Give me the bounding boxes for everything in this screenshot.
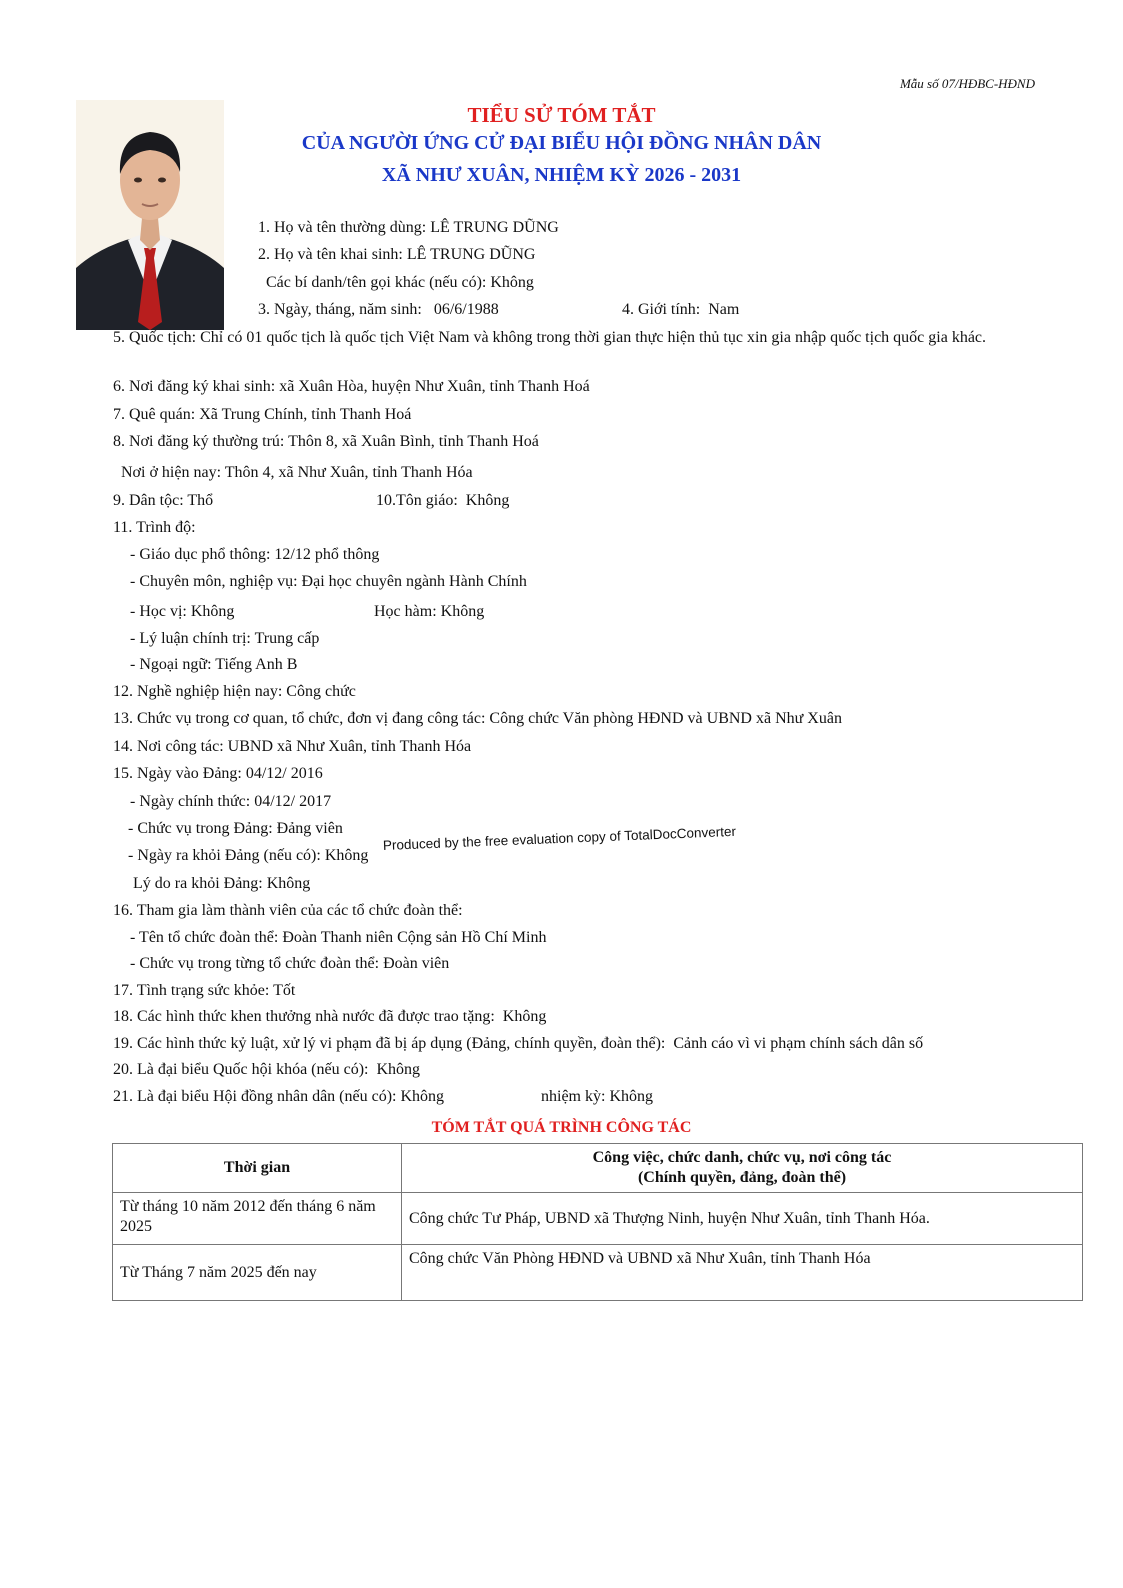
field-education-heading: 11. Trình độ: [113, 519, 196, 536]
field-party-join-date: 15. Ngày vào Đảng: 04/12/ 2016 [113, 765, 323, 782]
field-awards: 18. Các hình thức khen thưởng nhà nước đã được trao tặng: Không [113, 1008, 547, 1025]
field-general-education: - Giáo dục phổ thông: 12/12 phổ thông [130, 546, 380, 563]
row-job: Công chức Tư Pháp, UBND xã Thượng Ninh, huyện Như Xuân, tỉnh Thanh Hóa. [402, 1193, 1083, 1245]
field-foreign-language: - Ngoại ngữ: Tiếng Anh B [130, 656, 298, 673]
field-party-leave-reason: Lý do ra khỏi Đảng: Không [133, 875, 311, 892]
table-header-row [113, 1144, 1083, 1193]
row-job: Công chức Văn Phòng HĐND và UBND xã Như Xuân, tỉnh Thanh Hóa [402, 1245, 1083, 1301]
field-common-name: 1. Họ và tên thường dùng: LÊ TRUNG DŨNG [258, 219, 559, 236]
field-party-official-date: - Ngày chính thức: 04/12/ 2017 [130, 793, 332, 810]
column-header-job-line-2: (Chính quyền, đảng, đoàn thể) [637, 1169, 847, 1186]
field-workplace: 14. Nơi công tác: UBND xã Như Xuân, tỉnh Thanh Hóa [113, 738, 472, 755]
field-occupation: 12. Nghề nghiệp hiện nay: Công chức [113, 683, 356, 700]
work-history-table [112, 1143, 1083, 1301]
form-code: Mẫu số 07/HĐBC-HĐND [899, 76, 1035, 91]
field-party-position: - Chức vụ trong Đảng: Đảng viên [128, 820, 343, 837]
field-permanent-residence: 8. Nơi đăng ký thường trú: Thôn 8, xã Xuân Bình, tỉnh Thanh Hoá [113, 433, 539, 450]
field-organization-name: - Tên tổ chức đoàn thể: Đoàn Thanh niên Cộng sản Hồ Chí Minh [130, 929, 547, 946]
field-organization-position: - Chức vụ trong từng tổ chức đoàn thể: Đoàn viên [130, 955, 450, 972]
field-hometown: 7. Quê quán: Xã Trung Chính, tỉnh Thanh Hoá [113, 406, 412, 423]
field-gender: 4. Giới tính: Nam [622, 301, 740, 318]
column-header-job-line-1: Công việc, chức danh, chức vụ, nơi công tác [592, 1149, 892, 1166]
field-religion: 10.Tôn giáo: Không [376, 492, 510, 509]
field-academic-degree: - Học vị: Không [130, 603, 235, 620]
field-council-delegate: 21. Là đại biểu Hội đồng nhân dân (nếu có): Không [113, 1088, 445, 1105]
row-time: Từ tháng 10 năm 2012 đến tháng 6 năm 2025 [113, 1193, 402, 1245]
field-nationality: 5. Quốc tịch: Chỉ có 01 quốc tịch là quốc tịch Việt Nam và không trong thời gian thực hiện thủ tục xin gia nhập quốc tịch quốc gia khác. [113, 329, 987, 346]
field-party-leave-date: - Ngày ra khỏi Đảng (nếu có): Không [128, 847, 369, 864]
field-ethnicity: 9. Dân tộc: Thổ [113, 492, 214, 509]
field-organizations-heading: 16. Tham gia làm thành viên của các tổ chức đoàn thể: [113, 902, 463, 919]
field-specialty: - Chuyên môn, nghiệp vụ: Đại học chuyên ngành Hành Chính [130, 573, 527, 590]
field-national-assembly-delegate: 20. Là đại biểu Quốc hội khóa (nếu có): Không [113, 1061, 421, 1078]
field-academic-rank: Học hàm: Không [374, 603, 485, 620]
table-row [113, 1193, 1083, 1245]
field-aliases: Các bí danh/tên gọi khác (nếu có): Không [266, 274, 534, 291]
field-current-residence: Nơi ở hiện nay: Thôn 4, xã Như Xuân, tỉnh Thanh Hóa [121, 464, 473, 481]
row-time: Từ Tháng 7 năm 2025 đến nay [113, 1245, 402, 1301]
field-birth-name: 2. Họ và tên khai sinh: LÊ TRUNG DŨNG [258, 246, 536, 263]
field-current-position: 13. Chức vụ trong cơ quan, tổ chức, đơn vị đang công tác: Công chức Văn phòng HĐND và UBND xã Như Xuân [113, 710, 842, 727]
field-political-theory: - Lý luận chính trị: Trung cấp [130, 630, 320, 647]
document-subtitle-line-2: XÃ NHƯ XUÂN, NHIỆM KỲ 2026 - 2031 [381, 164, 742, 186]
field-disciplinary-actions: 19. Các hình thức kỷ luật, xử lý vi phạm đã bị áp dụng (Đảng, chính quyền, đoàn thể): Cảnh cáo vì vi phạm chính sách dân số [113, 1035, 924, 1052]
work-history-title: TÓM TẮT QUÁ TRÌNH CÔNG TÁC [431, 1119, 692, 1136]
column-header-job [402, 1144, 1083, 1193]
field-date-of-birth: 3. Ngày, tháng, năm sinh: 06/6/1988 [258, 301, 499, 318]
field-council-term: nhiệm kỳ: Không [541, 1088, 653, 1105]
field-birth-registration-place: 6. Nơi đăng ký khai sinh: xã Xuân Hòa, huyện Như Xuân, tỉnh Thanh Hoá [113, 378, 590, 395]
document-subtitle-line-1: CỦA NGƯỜI ỨNG CỬ ĐẠI BIỂU HỘI ĐỒNG NHÂN DÂN [301, 132, 822, 154]
evaluation-watermark: Produced by the free evaluation copy of TotalDocConverter [382, 823, 737, 853]
document-title: TIỂU SỬ TÓM TẮT [467, 103, 656, 127]
table-row [113, 1245, 1083, 1301]
field-health-status: 17. Tình trạng sức khỏe: Tốt [113, 982, 296, 999]
column-header-time: Thời gian [113, 1144, 402, 1193]
